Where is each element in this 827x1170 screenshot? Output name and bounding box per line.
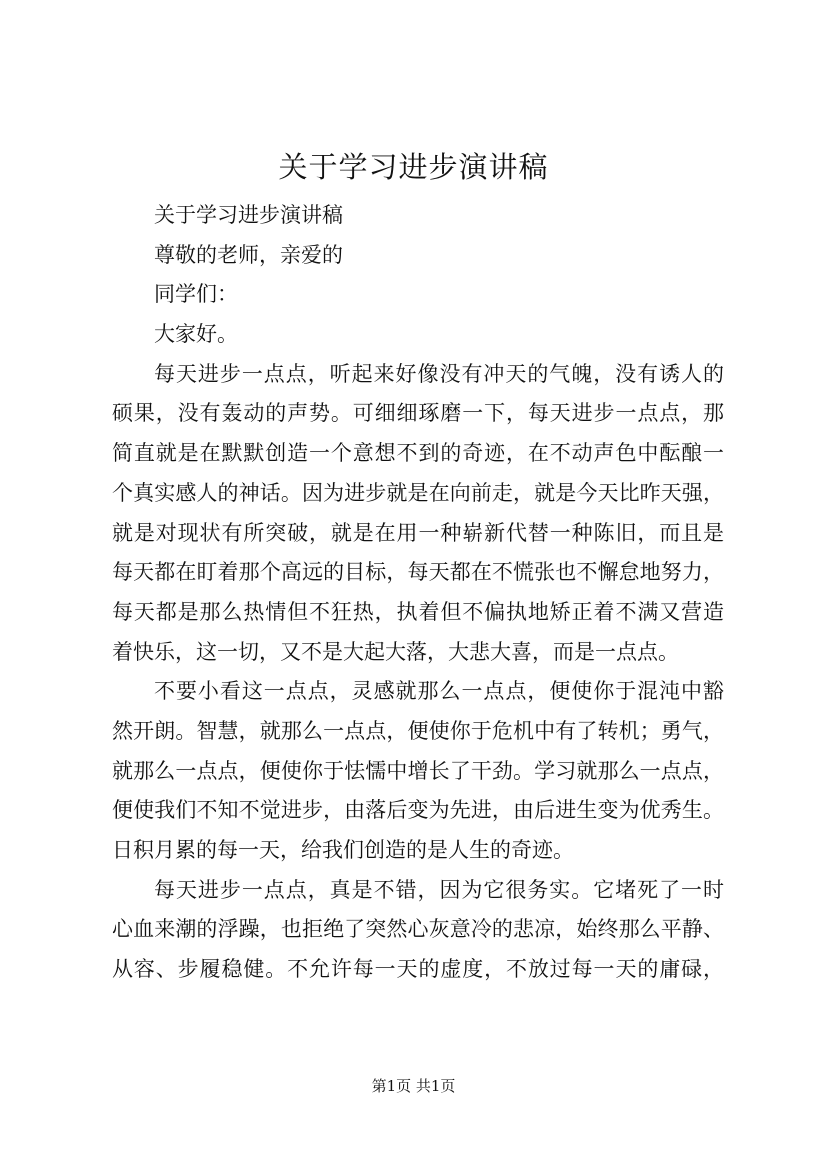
body-text-line: 大家好。	[154, 322, 238, 347]
body-text-line: 每天进步一点点，真是不错，因为它很务实。它堵死了一时	[154, 877, 724, 902]
body-text-line: 尊敬的老师，亲爱的	[154, 242, 343, 267]
body-text-line: 就是对现状有所突破，就是在用一种崭新代替一种陈旧，而且是	[112, 520, 724, 545]
body-text-line: 心血来潮的浮躁，也拒绝了突然心灰意冷的悲凉，始终那么平静、	[112, 917, 724, 942]
document-body	[112, 196, 724, 990]
body-text-line: 个真实感人的神话。因为进步就是在向前走，就是今天比昨天强，	[112, 480, 724, 505]
body-text-line: 不要小看这一点点，灵感就那么一点点，便使你于混沌中豁	[154, 679, 724, 704]
body-text-line: 每天进步一点点，听起来好像没有冲天的气魄，没有诱人的	[154, 361, 724, 386]
body-text-line: 着快乐，这一切，又不是大起大落，大悲大喜，而是一点点。	[112, 639, 679, 664]
body-text-line: 每天都是那么热情但不狂热，执着但不偏执地矫正着不满又营造	[112, 599, 724, 624]
document-title: 关于学习进步演讲稿	[278, 150, 549, 184]
body-text-line: 就那么一点点，便使你于怯懦中增长了干劲。学习就那么一点点，	[112, 758, 724, 783]
body-text-line: 每天都在盯着那个高远的目标，每天都在不慌张也不懈怠地努力，	[112, 560, 724, 585]
body-text-line: 便使我们不知不觉进步，由落后变为先进，由后进生变为优秀生。	[112, 798, 724, 823]
page-footer: 第1页 共1页	[371, 1077, 456, 1095]
body-text-line: 从容、步履稳健。不允许每一天的虚度，不放过每一天的庸碌，	[112, 957, 724, 982]
body-text-line: 日积月累的每一天，给我们创造的是人生的奇迹。	[112, 838, 574, 862]
body-text-line: 同学们：	[154, 282, 238, 307]
body-text-line: 硕果，没有轰动的声势。可细细琢磨一下，每天进步一点点，那	[112, 401, 724, 426]
body-text-line: 然开朗。智慧，就那么一点点，便使你于危机中有了转机；勇气，	[112, 718, 724, 743]
body-text-line: 关于学习进步演讲稿	[154, 203, 343, 227]
body-text-line: 简直就是在默默创造一个意想不到的奇迹，在不动声色中酝酿一	[112, 441, 724, 466]
